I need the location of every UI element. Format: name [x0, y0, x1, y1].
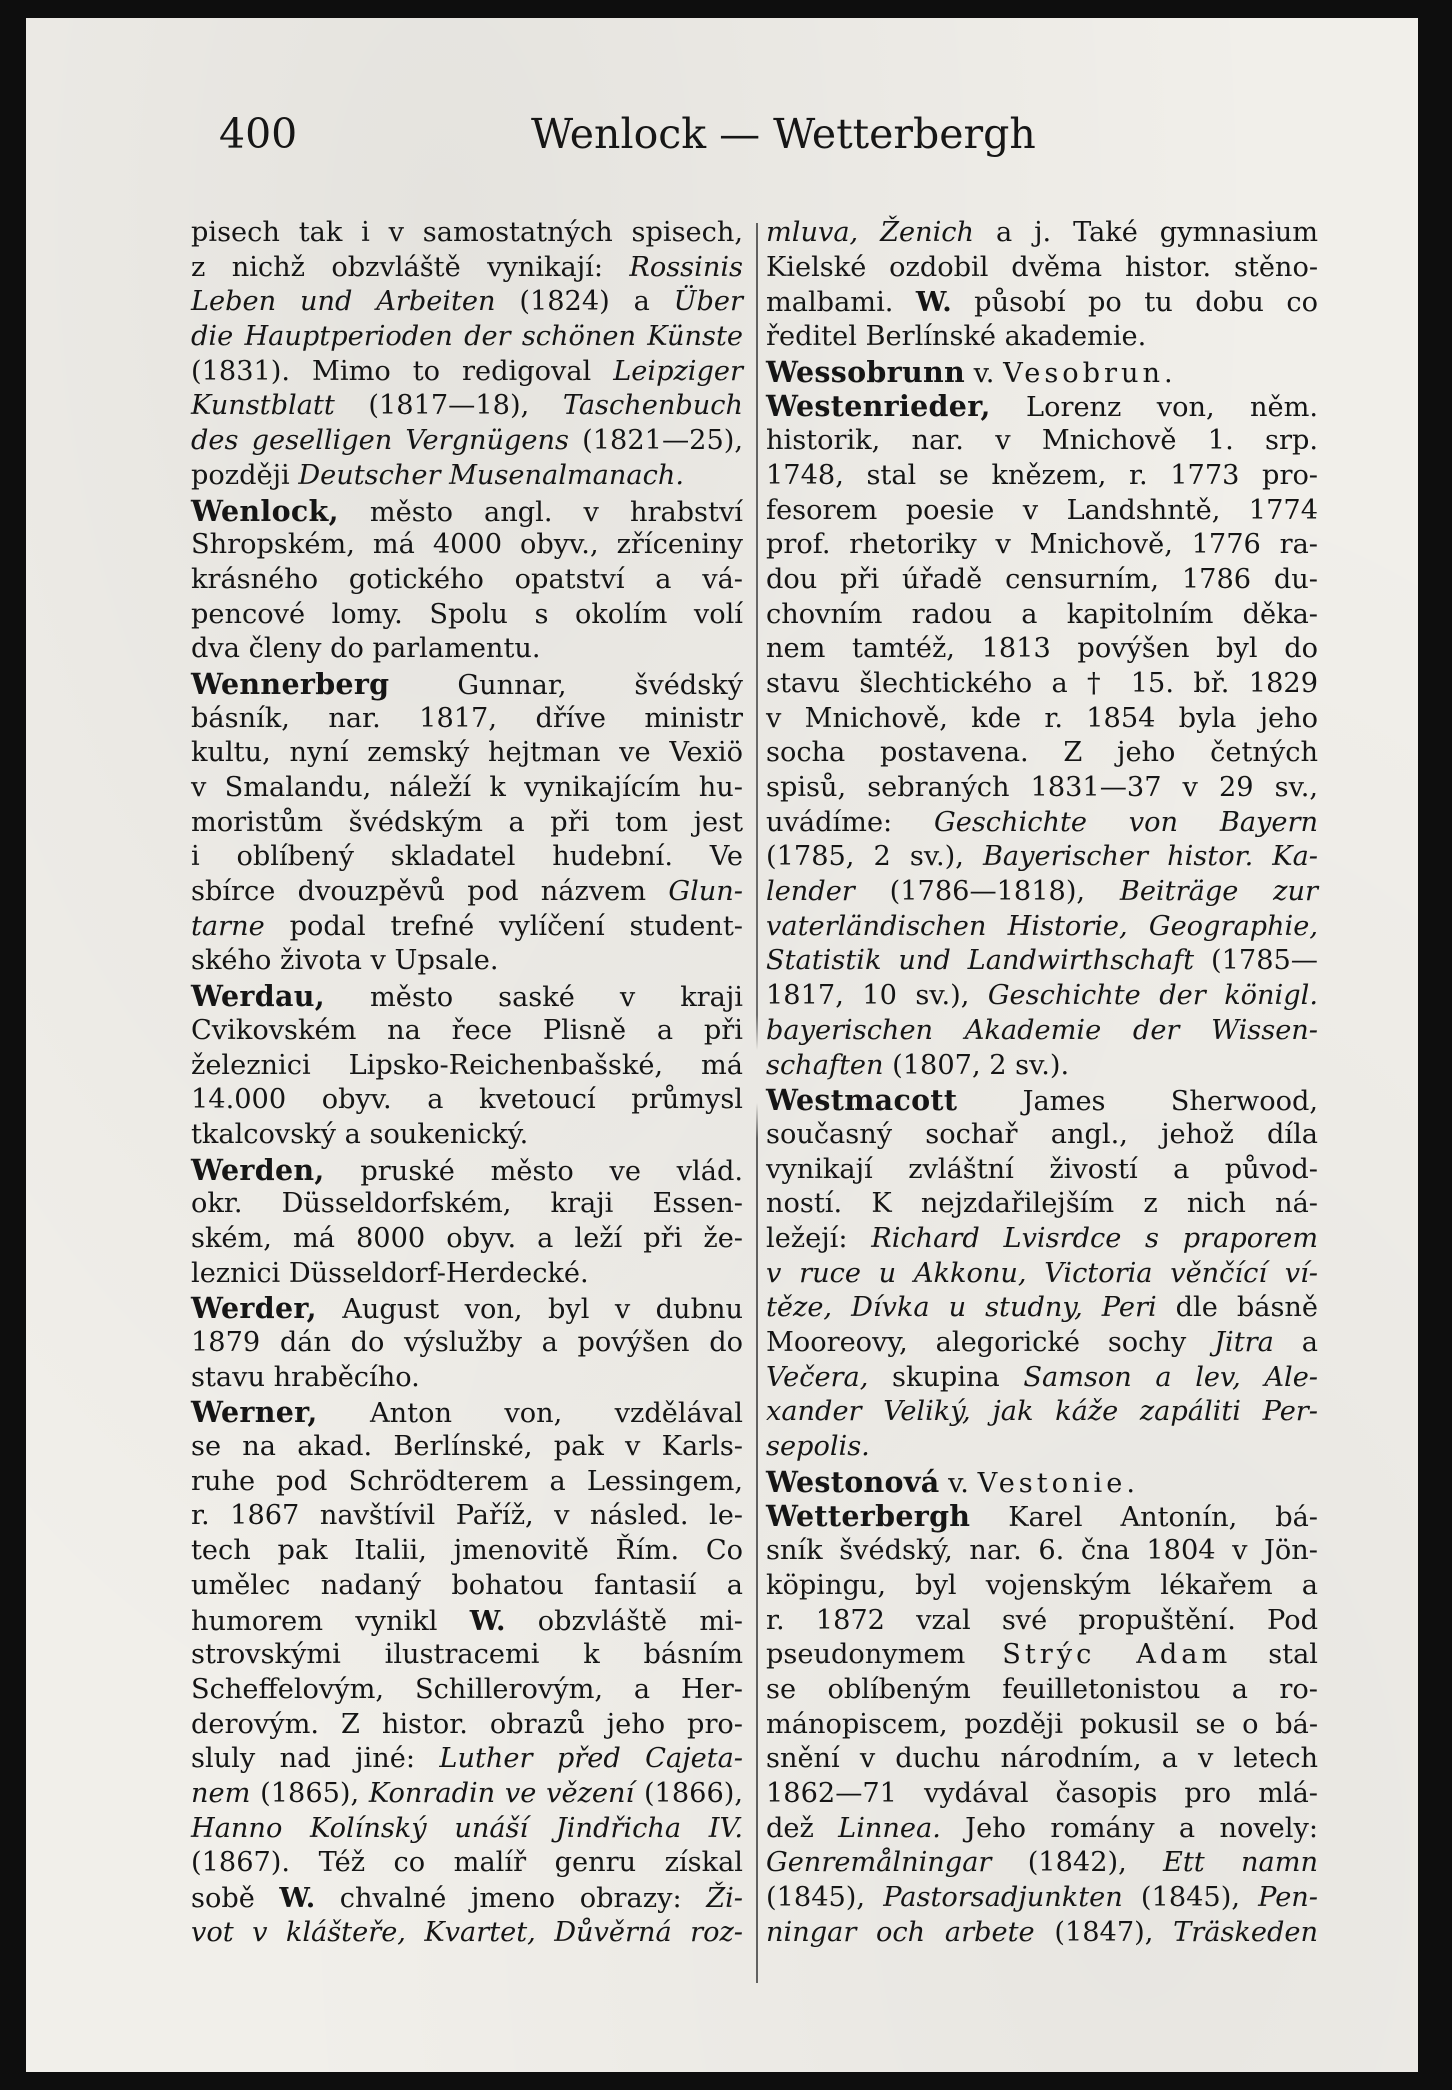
text-run: kultu, nyní zemský hejtman ve Vexiö [191, 737, 743, 769]
text-run: a j. Také gymnasium [974, 217, 1318, 248]
text-run: skupina [868, 1361, 1024, 1393]
text-run: Genremålningar [766, 1847, 992, 1879]
text-run: z nichž obzvláště vynikají: [191, 251, 630, 283]
text-line [191, 1430, 743, 1465]
text-line [766, 355, 1318, 390]
text-run: ského života v Upsale. [191, 945, 499, 977]
text-run: Leipziger [613, 355, 743, 387]
text-run: (1831). Mimo to redigoval [191, 355, 614, 387]
text-line [191, 251, 743, 286]
text-line [766, 875, 1318, 910]
text-run: Rossinis [629, 251, 743, 283]
text-run: Shropském, má 4000 obyv., zříceniny [191, 529, 743, 561]
text-line [766, 424, 1318, 459]
text-run: Taschenbuch [562, 390, 743, 422]
text-line [766, 320, 1318, 355]
text-run: Geschichte von Bayern [934, 806, 1318, 838]
left-column [191, 216, 743, 1950]
text-run: sník švédský, nar. 6. čna 1804 v Jön- [766, 1535, 1318, 1567]
text-run: köpingu, byl vojenským lékařem a [766, 1569, 1318, 1601]
text-line [191, 1916, 743, 1951]
text-line [191, 389, 743, 424]
text-run: Richard Lvisrdce s praporem [871, 1222, 1319, 1254]
text-line [766, 944, 1318, 979]
text-run: leznici Düsseldorf-Herdecké. [191, 1257, 589, 1289]
text-run: Mooreovy, alegorické sochy [766, 1327, 1215, 1358]
text-run: v ruce u Akkonu, Victoria věnčící ví- [766, 1257, 1318, 1289]
text-line [766, 389, 1318, 424]
text-line [766, 1083, 1318, 1118]
text-run: se na akad. Berlínské, pak v Karls- [191, 1431, 743, 1463]
text-line [191, 1708, 743, 1743]
entry-headword: Wennerberg [191, 666, 390, 701]
text-run: Pen- [1258, 1882, 1318, 1913]
entry-headword: Werner, [191, 1395, 318, 1430]
text-run: Bayerischer histor. Ka- [982, 841, 1318, 873]
text-run: (1847), [1034, 1916, 1174, 1948]
text-run: 1817, 10 sv.), [766, 980, 988, 1012]
text-line [191, 528, 743, 563]
text-run: obzvláště mi- [505, 1605, 743, 1637]
text-line [766, 979, 1318, 1014]
text-line [191, 1846, 743, 1881]
text-line [191, 1083, 743, 1118]
text-run: Leben und Arbeiten [191, 286, 496, 318]
text-line [766, 1153, 1318, 1188]
text-run: město saské v kraji [324, 982, 743, 1014]
text-run: básník, nar. 1817, dříve ministr [191, 702, 743, 734]
text-run: socha postavena. Z jeho četných [766, 737, 1318, 769]
text-line [766, 806, 1318, 841]
text-run: schaften [766, 1049, 884, 1081]
entry-headword: Werdau, [191, 979, 325, 1014]
text-line [766, 1534, 1318, 1569]
text-run: Pastorsadjunkten [883, 1882, 1123, 1913]
text-line [766, 285, 1318, 320]
text-run: uvádíme: [766, 806, 935, 838]
text-run: Vesobrun. [1003, 357, 1177, 389]
text-run: Ži- [706, 1883, 743, 1914]
text-line [766, 1291, 1318, 1326]
text-run: a [1273, 1327, 1318, 1358]
text-run: mluva, Ženich [766, 217, 975, 248]
text-run: krásného gotického opatství a vá- [191, 563, 743, 595]
entry-headword: Werder, [191, 1291, 317, 1326]
text-line [766, 702, 1318, 737]
text-line [191, 1395, 743, 1430]
text-run: moristům švédským a při tom jest [191, 806, 743, 838]
text-line [191, 875, 743, 910]
text-line [766, 1049, 1318, 1084]
text-line [191, 944, 743, 979]
text-run: bayerischen Akademie der Wissen- [766, 1014, 1318, 1046]
text-line [191, 1257, 743, 1292]
text-line [191, 494, 743, 529]
text-run: (1865), [250, 1777, 369, 1809]
text-line [191, 1118, 743, 1153]
text-line [191, 632, 743, 667]
text-line [766, 1777, 1318, 1812]
text-run: město angl. v hrabství [338, 496, 743, 528]
text-line [191, 1569, 743, 1604]
text-run: v. [965, 357, 1004, 389]
text-run: pseudonymem [766, 1639, 1003, 1671]
text-run: dou při úřadě censurním, 1786 du- [766, 563, 1318, 595]
text-run: humorem vynikl [191, 1605, 470, 1637]
text-line [191, 1534, 743, 1569]
text-line [191, 285, 743, 320]
text-line [191, 1638, 743, 1673]
text-line [766, 216, 1318, 251]
text-run: spisů, sebraných 1831—37 v 29 sv., [766, 772, 1318, 803]
text-line [766, 1395, 1318, 1430]
text-line [191, 598, 743, 633]
text-run: ruhe pod Schrödterem a Lessingem, [191, 1465, 743, 1497]
entry-headword: Wessobrunn [766, 354, 966, 389]
text-line [191, 1153, 743, 1188]
text-run: Kielské ozdobil dvěma histor. stěno- [766, 251, 1318, 283]
text-line [191, 1465, 743, 1500]
text-line [766, 1465, 1318, 1500]
text-line [191, 1812, 743, 1847]
text-line [191, 806, 743, 841]
text-run: 1879 dán do výslužby a povýšen do [191, 1327, 743, 1358]
text-line [766, 840, 1318, 875]
text-line [191, 1014, 743, 1049]
text-line [766, 494, 1318, 529]
text-run: Karel Antonín, bá- [970, 1502, 1318, 1534]
text-run: pencové lomy. Spolu s okolím volí [191, 598, 743, 630]
text-run: i oblíbený skladatel hudební. Ve [191, 841, 743, 873]
text-run: 1748, stal se knězem, r. 1773 pro- [766, 459, 1318, 491]
text-line [191, 1881, 743, 1916]
text-line [766, 667, 1318, 702]
text-run: mánopiscem, později pokusil se o bá- [766, 1708, 1318, 1740]
text-run: Ett namn [1163, 1847, 1318, 1879]
text-run: vaterländischen Historie, Geographie, [766, 910, 1318, 942]
text-line [766, 1361, 1318, 1396]
text-line [191, 1049, 743, 1084]
text-line [766, 1604, 1318, 1639]
text-run: Kunstblatt [191, 390, 335, 422]
text-run: sobě [191, 1883, 280, 1914]
text-run: ležejí: [766, 1222, 872, 1254]
text-run: ředitel Berlínské akademie. [766, 321, 1147, 353]
text-line [191, 1777, 743, 1812]
text-run: Gunnar, švédský [389, 669, 743, 701]
text-run: v. [939, 1467, 978, 1499]
text-run: xander Veliký, jak káže zapáliti Per- [766, 1396, 1318, 1428]
text-run: se oblíbeným feuilletonistou a ro- [766, 1673, 1318, 1705]
text-line [191, 840, 743, 875]
text-run: v Smalandu, náleží k vynikajícím hu- [191, 772, 743, 803]
text-run: (1867). Též co malíř genru získal [191, 1847, 743, 1879]
text-run: stal [1231, 1639, 1318, 1671]
text-line [191, 702, 743, 737]
text-run: Vestonie. [977, 1467, 1139, 1499]
text-run: Hanno Kolínský unáší Jindřicha IV. [191, 1812, 743, 1844]
text-run: Strýc Adam [1002, 1639, 1232, 1671]
column-divider [756, 223, 758, 1983]
text-run: lender [766, 876, 855, 908]
text-line [766, 1499, 1318, 1534]
text-run: Samson a lev, Ale- [1023, 1361, 1318, 1393]
text-line [191, 1499, 743, 1534]
text-line [766, 1326, 1318, 1361]
text-run: r. 1872 vzal své propuštění. Pod [766, 1604, 1318, 1636]
entry-headword: Wenlock, [191, 493, 339, 528]
text-run: (1821—25), [569, 425, 743, 457]
text-run: (1817—18), [334, 390, 563, 422]
text-run: strovskými ilustracemi k básním [191, 1639, 743, 1671]
text-run: vot v klášteře, Kvartet, Důvěrná roz- [191, 1916, 743, 1948]
text-line [766, 1638, 1318, 1673]
text-line [766, 1708, 1318, 1743]
text-line [191, 355, 743, 390]
text-line [766, 1812, 1318, 1847]
text-run: Jeho romány a novely: [940, 1812, 1318, 1844]
text-run: Konradin ve vězení [368, 1777, 635, 1809]
text-run: August von, byl v dubnu [316, 1294, 743, 1326]
text-line [191, 910, 743, 945]
text-run: Statistik und Landwirthschaft [766, 945, 1195, 977]
text-run: chovním radou a kapitolním děka- [766, 598, 1318, 630]
text-run: pisech tak i v samostatných spisech, [191, 217, 743, 248]
entry-headword: Westenrieder, [766, 389, 991, 424]
text-run: tkalcovský a soukenický. [191, 1118, 529, 1150]
text-line [766, 598, 1318, 633]
text-run: W. [469, 1604, 506, 1637]
text-run: ském, má 8000 obyv. a leží při že- [191, 1222, 743, 1254]
text-run: (1786—1818), [854, 876, 1120, 908]
text-run: Beiträge zur [1119, 876, 1318, 908]
text-run: stavu hraběcího. [191, 1361, 420, 1393]
text-run: nem tamtéž, 1813 povýšen byl do [766, 633, 1318, 665]
text-line [191, 1187, 743, 1222]
text-line [766, 459, 1318, 494]
text-run: umělec nadaný bohatou fantasií a [191, 1569, 743, 1601]
text-line [191, 424, 743, 459]
text-line [766, 771, 1318, 806]
text-line [191, 979, 743, 1014]
text-run: des geselligen Vergnügens [191, 425, 569, 457]
text-run: (1785— [1194, 945, 1318, 977]
text-line [191, 216, 743, 251]
text-run: Deutscher Musenalmanach. [298, 459, 684, 491]
text-run: sepolis. [766, 1431, 870, 1463]
text-run: dež [766, 1812, 839, 1844]
text-line [766, 1916, 1318, 1951]
scanned-page [26, 18, 1418, 2072]
text-run: podal trefné vylíčení student- [264, 910, 743, 942]
text-run: r. 1867 navštívil Paříž, v násled. le- [191, 1500, 743, 1532]
entry-headword: Werden, [191, 1152, 325, 1187]
text-line [191, 736, 743, 771]
text-line [766, 1257, 1318, 1292]
text-run: die Hauptperioden der schönen Künste [191, 321, 743, 353]
text-line [191, 320, 743, 355]
text-run: pruské město ve vlád. [324, 1155, 743, 1187]
page-header [191, 110, 1358, 180]
text-run: Jitra [1214, 1327, 1274, 1358]
text-run: železnici Lipsko-Reichenbašské, má [191, 1049, 743, 1081]
text-line [766, 1569, 1318, 1604]
text-line [766, 1118, 1318, 1153]
text-line [766, 1742, 1318, 1777]
text-run: okr. Düsseldorfském, kraji Essen- [191, 1188, 743, 1220]
running-head: Wenlock — Wetterbergh [531, 110, 1036, 158]
text-line [766, 1846, 1318, 1881]
text-line [191, 1326, 743, 1361]
text-line [766, 1014, 1318, 1049]
text-run: tech pak Italii, jmenovitě Řím. Co [191, 1535, 743, 1567]
text-run: chvalné jmeno obrazy: [315, 1883, 707, 1914]
text-line [191, 667, 743, 702]
text-run: současný sochař angl., jehož díla [766, 1118, 1318, 1150]
text-run: těze, Dívka u studny, Peri [766, 1292, 1157, 1324]
text-line [766, 910, 1318, 945]
text-run: James Sherwood, [957, 1086, 1318, 1118]
text-line [191, 1673, 743, 1708]
text-run: fesorem poesie v Landshntě, 1774 [766, 494, 1318, 526]
text-line [766, 563, 1318, 598]
text-run: Träskeden [1173, 1916, 1318, 1948]
text-run: (1845), [766, 1882, 884, 1913]
text-run: nem [191, 1777, 251, 1809]
entry-headword: Westmacott [766, 1083, 958, 1118]
text-run: tarne [191, 910, 265, 942]
text-run: Večera, [766, 1361, 869, 1393]
text-run: snění v duchu národním, a v letech [766, 1743, 1318, 1775]
text-line [191, 1222, 743, 1257]
text-run: sluly nad jiné: [191, 1743, 440, 1775]
entry-headword: Westonová [766, 1464, 940, 1499]
text-line [191, 1291, 743, 1326]
text-run: (1807, 2 sv.). [883, 1049, 1070, 1081]
text-run: dle básně [1156, 1292, 1319, 1324]
text-line [191, 1604, 743, 1639]
text-line [766, 528, 1318, 563]
text-line [191, 459, 743, 494]
text-run: 1862—71 vydával časopis pro mlá- [766, 1777, 1318, 1809]
text-run: Cvikovském na řece Plisně a při [191, 1014, 743, 1046]
text-line [766, 1673, 1318, 1708]
text-run: později [191, 459, 299, 491]
text-run: vynikají zvláštní živostí a původ- [766, 1153, 1318, 1185]
text-line [766, 632, 1318, 667]
text-line [766, 1222, 1318, 1257]
text-run: Glun- [668, 876, 743, 908]
text-line [766, 1881, 1318, 1916]
text-run: v Mnichově, kde r. 1854 byla jeho [766, 702, 1318, 734]
right-column [766, 216, 1318, 1950]
text-run: (1785, 2 sv.), [766, 841, 983, 873]
text-line [191, 771, 743, 806]
text-line [191, 563, 743, 598]
text-line [191, 1361, 743, 1396]
text-run: Linnea. [838, 1812, 941, 1844]
text-run: 14.000 obyv. a kvetoucí průmysl [191, 1084, 743, 1116]
text-run: dva členy do parlamentu. [191, 633, 541, 665]
text-run: ningar och arbete [766, 1916, 1035, 1948]
text-run: W. [279, 1882, 316, 1914]
text-line [766, 1187, 1318, 1222]
text-run: (1842), [991, 1847, 1164, 1879]
text-run: (1866), [634, 1777, 743, 1809]
text-run: ností. K nejzdařilejším z nich ná- [766, 1188, 1318, 1220]
text-run: Anton von, vzdělával [317, 1398, 743, 1430]
text-run: (1845), [1122, 1882, 1259, 1913]
text-run: (1824) a [495, 286, 674, 318]
text-line [766, 251, 1318, 286]
text-run: malbami. [766, 287, 916, 319]
text-run: derovým. Z histor. obrazů jeho pro- [191, 1708, 743, 1740]
text-run: stavu šlechtického a † 15. bř. 1829 [766, 667, 1318, 699]
text-run: W. [915, 286, 952, 319]
entry-headword: Wetterbergh [766, 1499, 971, 1534]
text-line [766, 1430, 1318, 1465]
text-line [191, 1742, 743, 1777]
text-run: Über [673, 286, 743, 318]
text-run: sbírce dvouzpěvů pod názvem [191, 876, 669, 908]
text-run: prof. rhetoriky v Mnichově, 1776 ra- [766, 529, 1318, 561]
page-number: 400 [219, 110, 298, 158]
text-run: Luther před Cajeta- [439, 1743, 743, 1775]
text-run: Lorenz von, něm. [990, 392, 1318, 424]
text-line [766, 736, 1318, 771]
text-run: Scheffelovým, Schillerovým, a Her- [191, 1673, 743, 1705]
text-run: působí po tu dobu co [951, 287, 1318, 319]
text-run: Geschichte der königl. [987, 980, 1318, 1012]
text-run: historik, nar. v Mnichově 1. srp. [766, 425, 1318, 457]
